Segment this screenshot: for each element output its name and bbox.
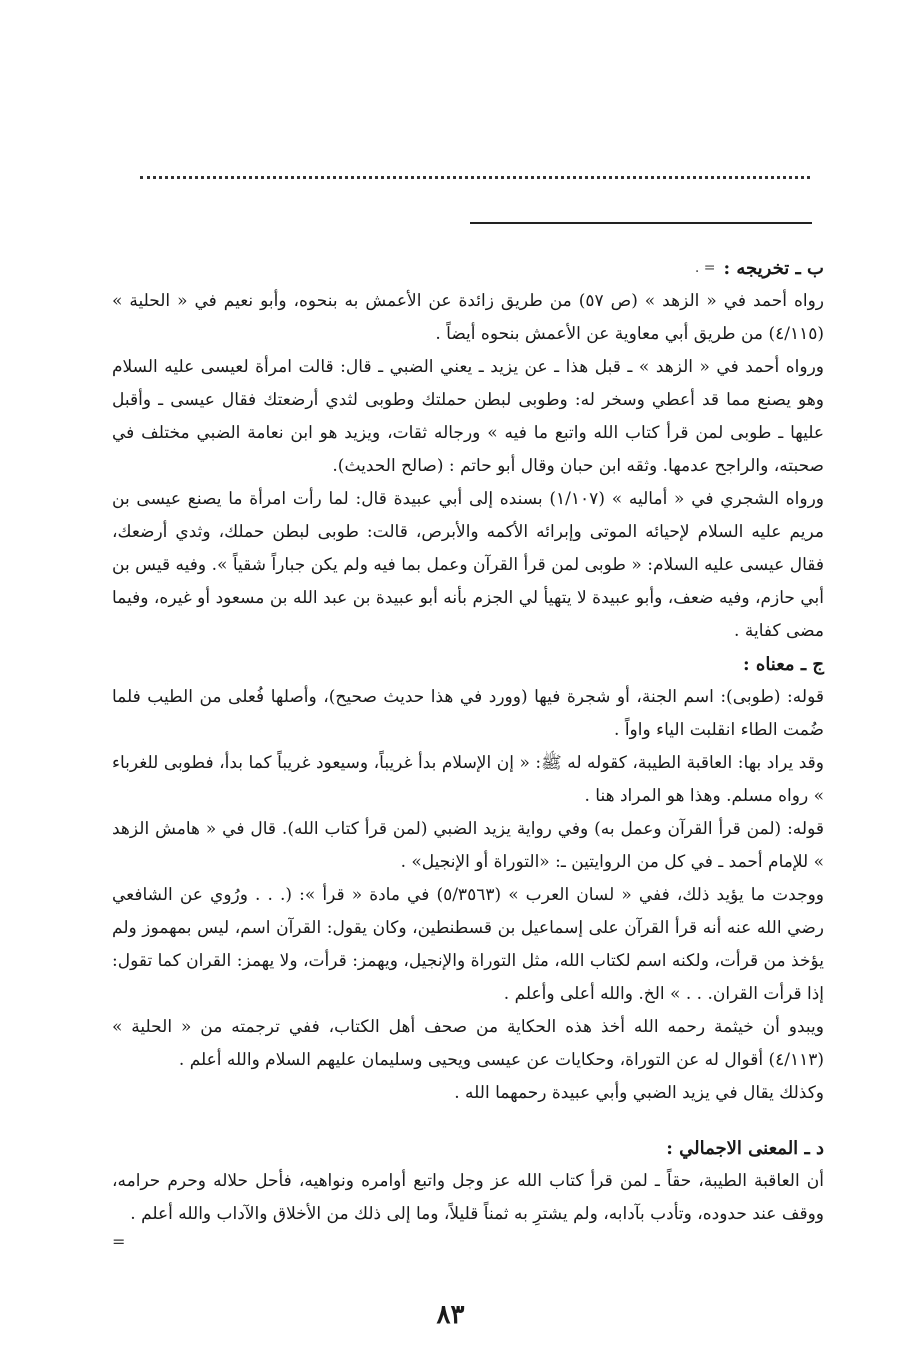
dotted-separator (140, 176, 810, 179)
section-heading-ijmali (112, 1132, 824, 1165)
section-heading-maanah-label: ج ـ معناه : (742, 654, 824, 675)
paragraph: ورواه الشجري في « أماليه » (١/١٠٧) بسنده إلى أبي عبيدة قال: لما رأت امرأة ما يصنع عيسى بن مريم عليه السلام لإحيائه الموتى وإبرائه الأكمه والأبرص، قالت: طوبى لبطن حملك، وثدي أرضعك، فقال عيسى عليه السلام: « طوبى لمن قرأ القرآن وعمل بما فيه ولم يكن جباراً شقياً ». وفيه قيس بن أبي حازم، وفيه ضعف، وأبو عبيدة لا يتهيأ لي الجزم بأنه أبو عبيدة بن عبد الله بن مسعود أو غيره، وفيما مضى كفاية . (112, 489, 824, 641)
paragraph: ورواه أحمد في « الزهد » ـ قبل هذا ـ عن يزيد ـ يعني الضبي ـ قال: قالت امرأة لعيسى عليه السلام وهو يصنع مما قد أعطي وسخر له: وطوبى لبطن حملتك وطوبى لثدي أرضعتك فقال عيسى ـ وأقبل عليها ـ طوبى لمن قرأ كتاب الله واتبع ما فيه » ورجاله ثقات، ويزيد هو ابن نعامة الضبي مختلف في صحبته، والراجح عدمها. وثقه ابن حبان وقال أبو حاتم : (صالح الحديث). (112, 357, 824, 476)
continuation-marker: = . (694, 260, 716, 276)
paragraph: قوله: (طوبى): اسم الجنة، أو شجرة فيها (وورد في هذا حديث صحيح)، وأصلها فُعلى من الطيب فلما ضُمت الطاء انقلبت الياء واواً . (112, 687, 824, 740)
section-heading-takhrij-label: ب ـ تخريجه : (723, 258, 824, 279)
paragraph: وكذلك يقال في يزيد الضبي وأبي عبيدة رحمهما الله . (454, 1083, 824, 1103)
footnote-rule (470, 222, 812, 224)
paragraph: وقد يراد بها: العاقبة الطيبة، كقوله له ﷺ: « إن الإسلام بدأ غريباً، وسيعود غريباً كما بدأ، فطوبى للغرباء » رواه مسلم. وهذا هو المراد هنا . (112, 753, 824, 806)
section-heading-takhrij (112, 252, 824, 285)
paragraph: قوله: (لمن قرأ القرآن وعمل به) وفي رواية يزيد الضبي (لمن قرأ كتاب الله). قال في « هامش الزهد » للإمام أحمد ـ في كل من الروايتين ـ: «التوراة أو الإنجيل» . (112, 819, 824, 872)
continuation-mark: = (112, 1232, 126, 1251)
section-heading-ijmali-label: د ـ المعنى الاجمالي : (666, 1138, 824, 1159)
main-text (112, 252, 824, 1231)
paragraph: ويبدو أن خيثمة رحمه الله أخذ هذه الحكاية من صحف أهل الكتاب، ففي ترجمته من « الحلية » (٤/١١٣) أقوال له عن التوراة، وحكايات عن عيسى ويحيى وسليمان عليهم السلام والله أعلم . (112, 1017, 824, 1070)
paragraph: رواه أحمد في « الزهد » (ص ٥٧) من طريق زائدة عن الأعمش به بنحوه، وأبو نعيم في « الحلية » (٤/١١٥) من طريق أبي معاوية عن الأعمش بنحوه أيضاً . (112, 291, 824, 344)
section-heading-maanah (112, 648, 824, 681)
section-spacer (112, 1110, 824, 1132)
page-number: ٨٣ (436, 1300, 465, 1330)
paragraph: أن العاقبة الطيبة، حقاً ـ لمن قرأ كتاب الله عز وجل واتبع أوامره ونواهيه، فأحل حلاله وحرم حرامه، ووقف عند حدوده، وتأدب بآدابه، ولم يشترِ به ثمناً قليلاً، وما إلى ذلك من الأخلاق والآداب والله أعلم . (112, 1171, 824, 1224)
paragraph: ووجدت ما يؤيد ذلك، ففي « لسان العرب » (٥/٣٥٦٣) في مادة « قرأ »: (. . . ورُوي عن الشافعي رضي الله عنه أنه قرأ القرآن على إسماعيل بن قسطنطين، وكان يقول: القرآن اسم، ليس بمهموز ولم يؤخذ من قرأت، ولكنه اسم لكتاب الله، مثل التوراة والإنجيل، ويهمز: قرأت، ولا يهمز: القران كما تقول: إذا قرأت القران. . . » الخ. والله أعلى وأعلم . (112, 885, 824, 1004)
